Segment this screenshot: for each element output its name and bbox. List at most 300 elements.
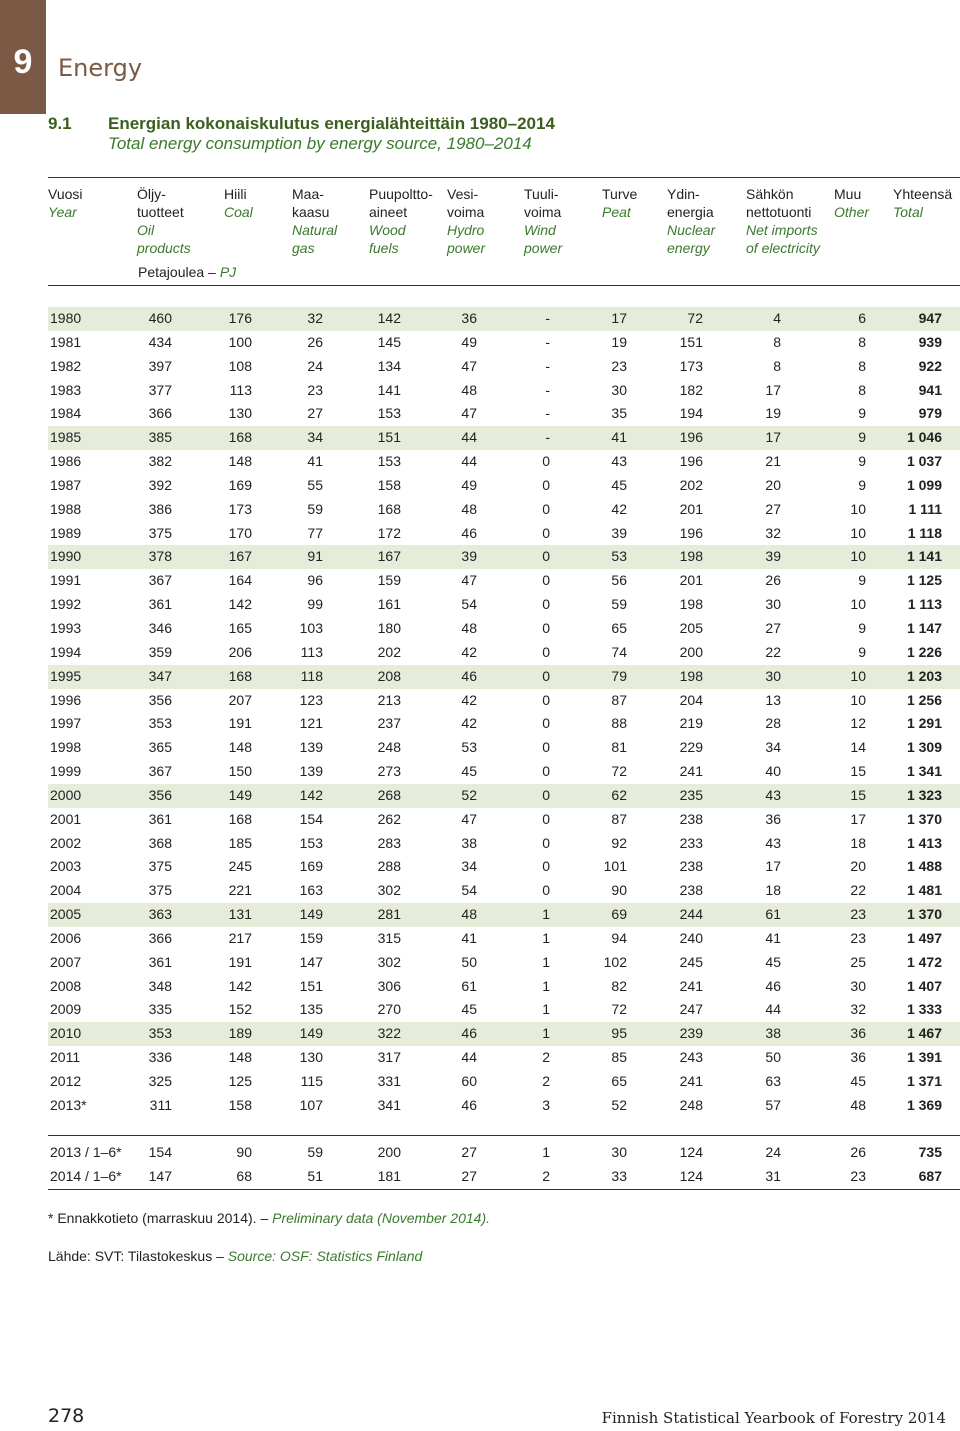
- year-cell: 1989: [50, 524, 82, 541]
- value-cell: 72: [687, 310, 703, 326]
- year-cell: 2004: [50, 882, 82, 899]
- value-cell: 65: [611, 1073, 627, 1089]
- value-cell: 202: [679, 476, 703, 493]
- value-cell: 124: [679, 1167, 703, 1184]
- column-header-en: products: [137, 240, 191, 256]
- value-cell: 150: [228, 763, 252, 780]
- value-cell: 45: [850, 1073, 866, 1089]
- value-cell: 159: [377, 572, 401, 589]
- value-cell: -: [545, 429, 550, 446]
- value-cell: 367: [148, 763, 172, 780]
- column-header-en: energy: [667, 240, 710, 256]
- value-cell: 13: [765, 691, 781, 708]
- value-cell: 92: [611, 834, 627, 851]
- value-cell: 202: [377, 643, 401, 660]
- value-cell: 26: [765, 572, 781, 589]
- year-cell: 1994: [50, 643, 82, 660]
- value-cell: 10: [850, 691, 866, 708]
- value-cell: 49: [461, 476, 477, 493]
- value-cell: 0: [542, 643, 550, 660]
- year-cell: 1980: [50, 310, 82, 326]
- value-cell: 46: [765, 977, 781, 994]
- value-cell: 35: [611, 405, 627, 422]
- value-cell: 77: [307, 524, 323, 541]
- column-header-fi: Vuosi: [48, 186, 83, 202]
- value-cell: 74: [611, 643, 627, 660]
- value-cell: 0: [542, 858, 550, 875]
- table-row: [48, 1070, 960, 1094]
- value-cell: 1: [542, 953, 550, 970]
- value-cell: 167: [377, 548, 401, 565]
- value-cell: 366: [148, 929, 172, 946]
- value-cell: 9: [858, 572, 866, 589]
- value-cell: 47: [461, 810, 477, 827]
- value-cell: 15: [850, 786, 866, 803]
- value-cell: 36: [461, 310, 477, 326]
- value-cell: -: [545, 381, 550, 398]
- value-cell: 317: [377, 1049, 401, 1066]
- value-cell: 72: [611, 763, 627, 780]
- column-header-fi: Sähkön: [746, 186, 794, 202]
- value-cell: 367: [148, 572, 172, 589]
- value-cell: 196: [679, 524, 703, 541]
- value-cell: 168: [228, 667, 252, 684]
- table-row: [48, 498, 960, 522]
- column-header-fi: Tuuli-: [524, 186, 559, 202]
- value-cell: 181: [377, 1167, 401, 1184]
- table-row: [48, 402, 960, 426]
- value-cell: 315: [377, 929, 401, 946]
- value-cell: 41: [307, 453, 323, 470]
- total-cell: 1 309: [906, 739, 942, 756]
- value-cell: 219: [679, 715, 703, 732]
- value-cell: 235: [679, 786, 703, 803]
- value-cell: 0: [542, 739, 550, 756]
- column-header-fi: kaasu: [292, 204, 330, 220]
- value-cell: 94: [611, 929, 627, 946]
- value-cell: 61: [461, 977, 477, 994]
- value-cell: 152: [228, 1001, 252, 1018]
- value-cell: 142: [377, 310, 401, 326]
- value-cell: 238: [679, 882, 703, 899]
- column-header-en: Natural: [292, 222, 338, 238]
- value-cell: 24: [307, 357, 323, 374]
- value-cell: 33: [611, 1167, 627, 1184]
- value-cell: 47: [461, 405, 477, 422]
- table-row: [48, 951, 960, 975]
- value-cell: 32: [307, 310, 323, 326]
- value-cell: 385: [148, 429, 172, 446]
- value-cell: 353: [148, 715, 172, 732]
- value-cell: 8: [773, 333, 781, 350]
- value-cell: 40: [765, 763, 781, 780]
- total-cell: 922: [918, 357, 942, 374]
- value-cell: 165: [228, 619, 252, 636]
- value-cell: 201: [679, 572, 703, 589]
- value-cell: 139: [299, 739, 323, 756]
- book-title: Finnish Statistical Yearbook of Forestry 2014: [601, 1409, 946, 1427]
- value-cell: -: [545, 357, 550, 374]
- value-cell: 30: [611, 1144, 627, 1160]
- total-cell: 1 488: [906, 858, 942, 875]
- total-cell: 735: [918, 1144, 942, 1160]
- value-cell: 341: [377, 1096, 401, 1113]
- value-cell: 43: [611, 453, 627, 470]
- value-cell: 247: [679, 1001, 703, 1018]
- table-row: [48, 998, 960, 1022]
- value-cell: 365: [148, 739, 172, 756]
- value-cell: 27: [765, 500, 781, 517]
- year-cell: 1983: [50, 381, 82, 398]
- value-cell: 0: [542, 500, 550, 517]
- value-cell: 229: [679, 739, 703, 756]
- value-cell: 147: [148, 1167, 172, 1184]
- value-cell: 361: [148, 596, 172, 613]
- year-cell: 2008: [50, 977, 82, 994]
- column-header-fi: nettotuonti: [746, 204, 812, 220]
- value-cell: 47: [461, 572, 477, 589]
- column-header-fi: voima: [524, 204, 562, 220]
- column-header-fi: aineet: [369, 204, 408, 220]
- value-cell: 248: [377, 739, 401, 756]
- value-cell: 191: [228, 715, 252, 732]
- value-cell: 118: [300, 667, 323, 684]
- year-cell: 2014 / 1–6*: [50, 1167, 122, 1184]
- value-cell: 154: [299, 810, 323, 827]
- value-cell: 56: [611, 572, 627, 589]
- value-cell: 102: [603, 953, 627, 970]
- year-cell: 2010: [50, 1025, 82, 1042]
- value-cell: 65: [611, 619, 627, 636]
- value-cell: 17: [850, 810, 866, 827]
- value-cell: 325: [148, 1073, 172, 1089]
- year-cell: 1997: [50, 715, 82, 732]
- value-cell: 386: [148, 500, 172, 517]
- value-cell: 145: [377, 333, 401, 350]
- column-header: [667, 185, 715, 257]
- value-cell: 134: [377, 357, 401, 374]
- value-cell: 4: [773, 310, 781, 326]
- value-cell: 141: [377, 381, 401, 398]
- value-cell: 30: [765, 667, 781, 684]
- value-cell: 30: [850, 977, 866, 994]
- column-header-en: fuels: [369, 240, 399, 256]
- chapter-tab: [0, 0, 46, 114]
- value-cell: 348: [148, 977, 172, 994]
- value-cell: 48: [461, 619, 477, 636]
- table-row: [48, 665, 960, 689]
- total-cell: 1 226: [906, 643, 942, 660]
- table-row: [48, 975, 960, 999]
- value-cell: 30: [611, 381, 627, 398]
- value-cell: 0: [542, 786, 550, 803]
- value-cell: 151: [377, 429, 401, 446]
- value-cell: 198: [679, 667, 703, 684]
- table-row: [48, 379, 960, 403]
- column-header: [224, 185, 253, 221]
- table-row: [48, 927, 960, 951]
- table-row: [48, 784, 960, 808]
- value-cell: 103: [299, 619, 323, 636]
- value-cell: 42: [461, 691, 477, 708]
- value-cell: 49: [461, 333, 477, 350]
- total-cell: 1 371: [906, 1073, 942, 1089]
- value-cell: 100: [228, 333, 252, 350]
- chapter-title: Energy: [58, 54, 143, 82]
- value-cell: 1: [542, 977, 550, 994]
- total-cell: 1 341: [906, 763, 942, 780]
- table-row: [48, 1046, 960, 1070]
- value-cell: 61: [765, 906, 781, 923]
- value-cell: 142: [228, 596, 252, 613]
- table-row: [48, 522, 960, 546]
- column-header-fi: Turve: [602, 186, 638, 202]
- value-cell: 12: [850, 715, 866, 732]
- value-cell: 460: [148, 310, 172, 326]
- total-cell: 1 413: [906, 834, 942, 851]
- year-cell: 1993: [50, 619, 82, 636]
- header-top-rule: [48, 177, 960, 178]
- value-cell: 149: [299, 906, 323, 923]
- value-cell: 85: [611, 1049, 627, 1066]
- value-cell: 113: [229, 381, 252, 398]
- value-cell: 233: [679, 834, 703, 851]
- value-cell: 52: [611, 1096, 627, 1113]
- year-cell: 1981: [50, 333, 82, 350]
- total-cell: 1 037: [906, 453, 942, 470]
- value-cell: 198: [679, 548, 703, 565]
- total-cell: 941: [918, 381, 942, 398]
- value-cell: 283: [377, 834, 401, 851]
- value-cell: 240: [679, 929, 703, 946]
- value-cell: 1: [542, 929, 550, 946]
- value-cell: 241: [679, 977, 703, 994]
- value-cell: 217: [228, 929, 252, 946]
- column-header: [746, 185, 820, 257]
- column-header-en: Other: [834, 204, 870, 220]
- table-bottom-rule: [48, 1189, 960, 1190]
- column-header-fi: Vesi-: [447, 186, 479, 202]
- table-number: 9.1: [48, 114, 72, 133]
- table-row: [48, 474, 960, 498]
- value-cell: 148: [228, 1049, 252, 1066]
- value-cell: 23: [307, 381, 323, 398]
- year-cell: 1986: [50, 453, 82, 470]
- value-cell: 27: [461, 1144, 477, 1160]
- total-cell: 1 203: [906, 667, 942, 684]
- value-cell: 107: [299, 1096, 323, 1113]
- value-cell: 87: [611, 691, 627, 708]
- value-cell: 153: [377, 405, 401, 422]
- value-cell: 10: [850, 500, 866, 517]
- column-header-en: power: [447, 240, 486, 256]
- value-cell: 368: [148, 834, 172, 851]
- table-row: [48, 1022, 960, 1046]
- value-cell: 331: [377, 1073, 401, 1089]
- column-header-en: Wind: [524, 222, 556, 238]
- total-cell: 1 370: [906, 810, 942, 827]
- value-cell: 38: [461, 834, 477, 851]
- value-cell: 99: [307, 596, 323, 613]
- total-cell: 1 497: [906, 929, 942, 946]
- value-cell: 139: [299, 763, 323, 780]
- value-cell: 45: [765, 953, 781, 970]
- value-cell: 45: [461, 763, 477, 780]
- value-cell: 363: [148, 906, 172, 923]
- value-cell: 17: [611, 310, 627, 326]
- year-cell: 1988: [50, 500, 82, 517]
- column-header-en: power: [524, 240, 563, 256]
- footnote: * Ennakkotieto (marraskuu 2014). – Preliminary data (November 2014).: [48, 1210, 490, 1226]
- value-cell: 169: [228, 476, 252, 493]
- value-cell: 42: [461, 643, 477, 660]
- value-cell: 39: [765, 548, 781, 565]
- value-cell: 0: [542, 691, 550, 708]
- value-cell: 34: [765, 739, 781, 756]
- value-cell: 397: [148, 357, 172, 374]
- table-row: [48, 808, 960, 832]
- value-cell: 54: [461, 596, 477, 613]
- value-cell: 273: [377, 763, 401, 780]
- value-cell: 168: [228, 429, 252, 446]
- value-cell: 130: [299, 1049, 323, 1066]
- year-cell: 1984: [50, 405, 82, 422]
- total-cell: 979: [918, 405, 942, 422]
- year-cell: 2006: [50, 929, 82, 946]
- value-cell: 0: [542, 834, 550, 851]
- total-cell: 1 407: [906, 977, 942, 994]
- value-cell: 375: [148, 882, 172, 899]
- value-cell: 2: [542, 1167, 550, 1184]
- value-cell: 36: [850, 1025, 866, 1042]
- value-cell: 142: [299, 786, 323, 803]
- value-cell: 306: [377, 977, 401, 994]
- value-cell: 1: [542, 1025, 550, 1042]
- value-cell: 204: [679, 691, 703, 708]
- year-cell: 1998: [50, 739, 82, 756]
- value-cell: 59: [307, 1144, 323, 1160]
- value-cell: 378: [148, 548, 172, 565]
- column-header-en: Year: [48, 204, 77, 220]
- value-cell: 72: [611, 1001, 627, 1018]
- value-cell: 241: [679, 763, 703, 780]
- total-cell: 1 370: [906, 906, 942, 923]
- column-header-en: Hydro: [447, 222, 485, 238]
- column-header-en: Total: [893, 204, 923, 220]
- year-cell: 2013 / 1–6*: [50, 1144, 122, 1160]
- total-cell: 1 291: [906, 715, 942, 732]
- total-cell: 1 472: [906, 953, 942, 970]
- value-cell: 239: [679, 1025, 703, 1042]
- column-header-en: Wood: [369, 222, 406, 238]
- total-cell: 1 256: [906, 691, 942, 708]
- value-cell: 108: [228, 357, 252, 374]
- value-cell: 55: [307, 476, 323, 493]
- total-cell: 1 118: [907, 524, 942, 541]
- value-cell: 10: [850, 548, 866, 565]
- value-cell: 238: [679, 858, 703, 875]
- value-cell: 48: [850, 1096, 866, 1113]
- value-cell: 121: [299, 715, 323, 732]
- year-cell: 2005: [50, 906, 82, 923]
- column-header-fi: Maa-: [292, 186, 324, 202]
- total-cell: 1 141: [906, 548, 942, 565]
- value-cell: 182: [679, 381, 703, 398]
- value-cell: 0: [542, 763, 550, 780]
- value-cell: 0: [542, 619, 550, 636]
- value-cell: 281: [377, 906, 401, 923]
- table-row: [48, 545, 960, 569]
- value-cell: 18: [765, 882, 781, 899]
- value-cell: 46: [461, 1025, 477, 1042]
- value-cell: 39: [611, 524, 627, 541]
- value-cell: 10: [850, 596, 866, 613]
- partial-year-table-body: [48, 1141, 960, 1189]
- value-cell: 19: [765, 405, 781, 422]
- value-cell: 173: [679, 357, 703, 374]
- value-cell: 131: [228, 906, 252, 923]
- value-cell: 36: [765, 810, 781, 827]
- year-cell: 1992: [50, 596, 82, 613]
- table-row: [48, 450, 960, 474]
- value-cell: 154: [148, 1144, 172, 1160]
- table-title-en: Total energy consumption by energy source, 1980–2014: [108, 134, 532, 153]
- value-cell: 39: [461, 548, 477, 565]
- value-cell: 27: [307, 405, 323, 422]
- value-cell: 68: [236, 1167, 252, 1184]
- value-cell: 347: [148, 667, 172, 684]
- value-cell: 41: [765, 929, 781, 946]
- value-cell: 180: [377, 619, 401, 636]
- value-cell: 377: [148, 381, 172, 398]
- value-cell: 57: [765, 1096, 781, 1113]
- column-header: [48, 185, 83, 221]
- value-cell: 31: [765, 1167, 781, 1184]
- value-cell: 23: [611, 357, 627, 374]
- column-header-en: Nuclear: [667, 222, 716, 238]
- value-cell: 208: [377, 667, 401, 684]
- table-row: [48, 426, 960, 450]
- value-cell: 147: [299, 953, 323, 970]
- value-cell: 168: [377, 500, 401, 517]
- value-cell: 194: [679, 405, 703, 422]
- value-cell: 44: [461, 453, 477, 470]
- value-cell: 356: [148, 691, 172, 708]
- value-cell: 359: [148, 643, 172, 660]
- value-cell: 44: [461, 429, 477, 446]
- table-title: [48, 114, 555, 134]
- table-row: [48, 569, 960, 593]
- value-cell: -: [545, 333, 550, 350]
- total-cell: 947: [918, 310, 942, 326]
- value-cell: 48: [461, 500, 477, 517]
- value-cell: 336: [148, 1049, 172, 1066]
- value-cell: 113: [300, 643, 323, 660]
- total-cell: 1 467: [906, 1025, 942, 1042]
- year-cell: 1985: [50, 429, 82, 446]
- value-cell: 45: [461, 1001, 477, 1018]
- value-cell: 356: [148, 786, 172, 803]
- value-cell: 302: [377, 882, 401, 899]
- value-cell: -: [545, 405, 550, 422]
- value-cell: 42: [461, 715, 477, 732]
- value-cell: 375: [148, 524, 172, 541]
- table-row: [48, 331, 960, 355]
- column-header-en: of electricity: [746, 240, 820, 256]
- value-cell: 26: [850, 1144, 866, 1160]
- value-cell: -: [545, 310, 550, 326]
- value-cell: 213: [377, 691, 401, 708]
